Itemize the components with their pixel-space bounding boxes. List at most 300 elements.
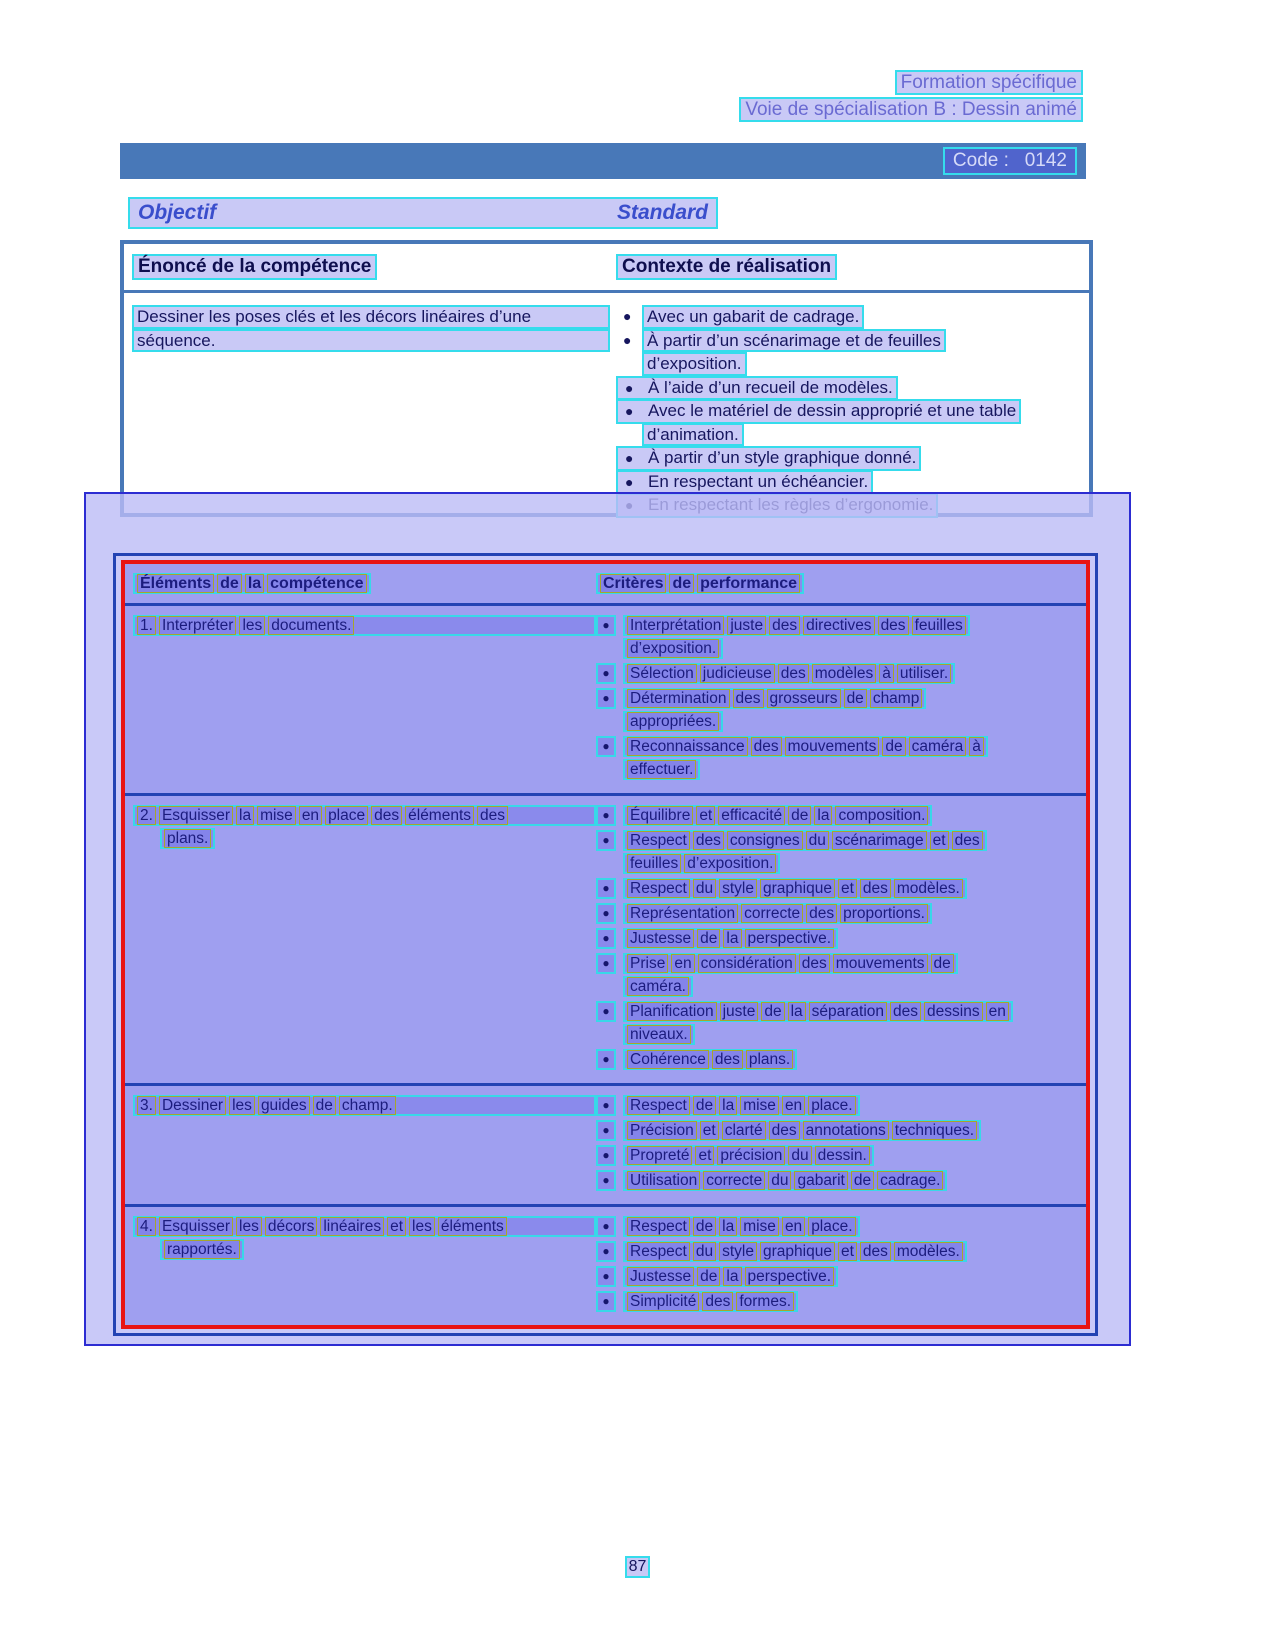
bullet-line — [616, 399, 1085, 423]
word-highlight: modèles. — [894, 1242, 963, 1261]
word-highlight: de — [313, 1096, 336, 1115]
text-line-highlight — [160, 828, 215, 849]
criteria-item — [596, 830, 1080, 876]
criteria-line — [623, 976, 1080, 999]
criteria-line — [596, 953, 1080, 976]
bullet-marker: ● — [625, 450, 634, 466]
word-highlight: des — [733, 689, 764, 708]
word-highlight: la — [723, 929, 741, 948]
document-header — [739, 70, 1083, 124]
element-line — [160, 828, 596, 851]
word-highlight: Sélection — [627, 664, 697, 683]
bullet-marker: ● — [596, 688, 616, 709]
bullet-line — [642, 423, 1085, 447]
criteria-line — [596, 1001, 1080, 1024]
criteria-cell — [596, 1095, 1080, 1195]
table-row — [125, 603, 1086, 793]
criteria-line — [596, 1241, 1080, 1264]
word-highlight: et — [695, 1146, 714, 1165]
criteria-line — [596, 903, 1080, 926]
bullet-marker: ● — [596, 1120, 616, 1141]
word-highlight: Cohérence — [627, 1050, 709, 1069]
word-highlight: utiliser. — [897, 664, 951, 683]
bullet-marker: ● — [596, 1241, 616, 1262]
enonce-header: Énoncé de la compétence — [132, 254, 377, 280]
word-highlight: et — [930, 831, 949, 850]
criteria-line — [596, 688, 1080, 711]
text-line-highlight: d’exposition. — [642, 352, 747, 376]
text-line-highlight — [623, 878, 967, 899]
word-highlight: Esquisser — [159, 806, 233, 825]
word-highlight: graphique — [760, 879, 835, 898]
word-highlight: en — [671, 954, 694, 973]
word-highlight: des — [769, 1121, 800, 1140]
word-highlight: formes. — [736, 1292, 794, 1311]
word-highlight: à — [969, 737, 984, 756]
text-line-highlight — [133, 1095, 596, 1116]
criteria-line — [623, 853, 1080, 876]
criteria-line — [596, 1170, 1080, 1193]
word-highlight: scénarimage — [832, 831, 927, 850]
text-line-highlight — [623, 711, 723, 732]
elements-criteres-table — [113, 553, 1098, 1336]
text-line-highlight — [623, 615, 970, 636]
word-highlight: des — [712, 1050, 743, 1069]
word-highlight: Reconnaissance — [627, 737, 748, 756]
text-line-highlight — [160, 1239, 244, 1260]
word-highlight: 3. — [137, 1096, 156, 1115]
element-cell — [131, 615, 596, 784]
word-highlight: des — [702, 1292, 733, 1311]
table-row — [125, 1083, 1086, 1204]
word-highlight: la — [719, 1096, 737, 1115]
text-line-highlight — [623, 638, 723, 659]
text-line-highlight — [133, 573, 371, 594]
word-highlight: de — [697, 1267, 720, 1286]
bullet-marker: ● — [596, 830, 616, 851]
word-highlight: grosseurs — [767, 689, 841, 708]
text-line-highlight — [623, 1170, 947, 1191]
word-highlight: en — [782, 1096, 805, 1115]
element-cell — [131, 1216, 596, 1316]
text-line-highlight: ● À l’aide d’un recueil de modèles. — [616, 376, 898, 401]
text-line-highlight — [623, 1001, 1013, 1022]
criteria-item — [596, 878, 1080, 901]
word-highlight: des — [860, 1242, 891, 1261]
word-highlight: plans. — [746, 1050, 793, 1069]
word-highlight: feuilles — [627, 854, 681, 873]
text-line-highlight — [623, 759, 700, 780]
word-highlight: Respect — [627, 1242, 690, 1261]
criteria-cell — [596, 1216, 1080, 1316]
text-line-highlight — [623, 928, 838, 949]
word-highlight: effectuer. — [627, 760, 696, 779]
text-line-highlight: séquence. — [132, 329, 610, 353]
criteria-line — [596, 830, 1080, 853]
text-line-highlight — [623, 1120, 981, 1141]
word-highlight: des — [769, 616, 800, 635]
word-highlight: caméra. — [627, 977, 689, 996]
word-highlight: Interpréter — [159, 616, 237, 635]
criteria-line — [596, 1266, 1080, 1289]
word-highlight: juste — [720, 1002, 759, 1021]
word-highlight: compétence — [267, 574, 366, 593]
header-line-formation: Formation spécifique — [895, 70, 1083, 95]
competence-table-header — [124, 244, 1089, 293]
word-highlight: à — [879, 664, 894, 683]
criteria-line — [596, 1216, 1080, 1239]
criteria-item — [596, 1049, 1080, 1072]
text-line-highlight: ● Avec le matériel de dessin approprié et une table — [616, 399, 1021, 424]
word-highlight: caméra — [909, 737, 967, 756]
word-highlight: la — [245, 574, 264, 593]
bullet-line — [616, 446, 1085, 470]
word-highlight: la — [788, 1002, 806, 1021]
contexte-cell — [616, 305, 1089, 517]
word-highlight: des — [860, 879, 891, 898]
element-line — [133, 805, 596, 828]
page-number: 87 — [625, 1556, 651, 1578]
word-highlight: Simplicité — [627, 1292, 699, 1311]
word-highlight: mise — [740, 1096, 779, 1115]
word-highlight: techniques. — [892, 1121, 977, 1140]
criteria-item — [596, 663, 1080, 686]
word-highlight: mouvements — [833, 954, 928, 973]
table-row — [125, 1204, 1086, 1325]
word-highlight: des — [878, 616, 909, 635]
header-line-voie: Voie de spécialisation B : Dessin animé — [739, 97, 1083, 122]
criteria-line — [596, 615, 1080, 638]
criteria-line — [596, 736, 1080, 759]
word-highlight: Interprétation — [627, 616, 724, 635]
text-line-highlight — [623, 976, 693, 997]
word-highlight: Respect — [627, 831, 690, 850]
word-highlight: Justesse — [627, 1267, 694, 1286]
word-highlight: mouvements — [785, 737, 880, 756]
word-highlight: en — [299, 806, 322, 825]
text-line-highlight — [623, 688, 926, 709]
word-highlight: de — [931, 954, 954, 973]
text-line-highlight — [133, 1216, 596, 1237]
text-line-highlight — [623, 903, 932, 924]
criteria-item — [596, 805, 1080, 828]
word-highlight: plans. — [164, 829, 211, 848]
text-line-highlight — [623, 1095, 860, 1116]
word-highlight: feuilles — [912, 616, 966, 635]
word-highlight: d’exposition. — [684, 854, 776, 873]
element-cell — [131, 805, 596, 1074]
word-highlight: graphique — [760, 1242, 835, 1261]
word-highlight: dessins — [924, 1002, 983, 1021]
word-highlight: de — [697, 929, 720, 948]
text-line-highlight — [623, 1266, 838, 1287]
criteria-item — [596, 1216, 1080, 1239]
bullet-marker: ● — [596, 1049, 616, 1070]
word-highlight: place. — [808, 1096, 855, 1115]
word-highlight: la — [723, 1267, 741, 1286]
word-highlight: composition. — [835, 806, 928, 825]
objectif-heading: Objectif — [138, 201, 217, 224]
bullet-marker: ● — [596, 1170, 616, 1191]
criteria-line — [596, 805, 1080, 828]
word-highlight: 2. — [137, 806, 156, 825]
bullet-marker: ● — [596, 928, 616, 949]
text-line-highlight — [596, 573, 804, 594]
text-line-highlight — [623, 853, 780, 874]
word-highlight: rapportés. — [164, 1240, 240, 1259]
criteria-line — [623, 638, 1080, 661]
word-highlight: consignes — [727, 831, 803, 850]
criteria-item — [596, 1145, 1080, 1168]
word-highlight: séparation — [809, 1002, 887, 1021]
word-highlight: de — [882, 737, 905, 756]
word-highlight: Planification — [627, 1002, 717, 1021]
word-highlight: considération — [698, 954, 796, 973]
word-highlight: la — [814, 806, 832, 825]
word-highlight: Propreté — [627, 1146, 692, 1165]
text-line-highlight — [623, 1049, 797, 1070]
code-label: Code : 0142 — [943, 147, 1077, 175]
word-highlight: place. — [808, 1217, 855, 1236]
criteria-line — [596, 1120, 1080, 1143]
word-highlight: des — [477, 806, 508, 825]
word-highlight: perspective. — [745, 929, 835, 948]
bullet-marker: ● — [596, 615, 616, 636]
criteria-item — [596, 1266, 1080, 1289]
competence-table — [120, 240, 1093, 517]
text-line-highlight — [623, 1145, 874, 1166]
bullet-marker: ● — [625, 403, 634, 419]
word-highlight: en — [986, 1002, 1009, 1021]
criteria-item — [596, 1120, 1080, 1143]
bullet-line — [616, 376, 1085, 400]
word-highlight: niveaux. — [627, 1025, 691, 1044]
word-highlight: et — [700, 1121, 719, 1140]
criteria-item — [596, 928, 1080, 951]
element-line — [133, 1216, 596, 1239]
word-highlight: champ — [870, 689, 923, 708]
bullet-marker: ● — [596, 805, 616, 826]
word-highlight: la — [236, 806, 254, 825]
elements-header-cell — [131, 573, 596, 594]
word-highlight: efficacité — [718, 806, 785, 825]
bullet-line — [616, 305, 1085, 329]
criteria-line — [596, 1145, 1080, 1168]
contexte-header: Contexte de réalisation — [616, 254, 837, 280]
word-highlight: des — [806, 904, 837, 923]
element-line — [133, 1095, 596, 1118]
word-highlight: Utilisation — [627, 1171, 700, 1190]
word-highlight: de — [217, 574, 242, 593]
code-bar — [120, 143, 1086, 179]
word-highlight: Esquisser — [159, 1217, 233, 1236]
criteria-cell — [596, 615, 1080, 784]
word-highlight: des — [693, 831, 724, 850]
bullet-marker: ● — [596, 1216, 616, 1237]
text-line-highlight — [623, 1216, 860, 1237]
word-highlight: les — [229, 1096, 255, 1115]
word-highlight: place — [325, 806, 368, 825]
word-highlight: la — [719, 1217, 737, 1236]
bullet-marker: ● — [596, 736, 616, 757]
element-cell — [131, 1095, 596, 1195]
word-highlight: judicieuse — [700, 664, 775, 683]
element-line — [160, 1239, 596, 1262]
word-highlight: Critères — [600, 574, 666, 593]
element-line — [133, 615, 596, 638]
word-highlight: de — [693, 1217, 716, 1236]
word-highlight: clarté — [722, 1121, 766, 1140]
criteres-header-cell — [596, 573, 1080, 594]
text-line-highlight — [623, 663, 955, 684]
text-line-highlight — [623, 805, 932, 826]
word-highlight: des — [751, 737, 782, 756]
criteria-item — [596, 1170, 1080, 1193]
word-highlight: des — [778, 664, 809, 683]
word-highlight: en — [782, 1217, 805, 1236]
criteria-item — [596, 1241, 1080, 1264]
word-highlight: et — [387, 1217, 406, 1236]
criteria-cell — [596, 805, 1080, 1074]
word-highlight: 4. — [137, 1217, 156, 1236]
criteria-line — [623, 759, 1080, 782]
word-highlight: de — [669, 574, 694, 593]
bullet-marker: ● — [596, 1145, 616, 1166]
text-line-highlight — [133, 805, 596, 826]
criteria-item — [596, 903, 1080, 926]
bullet-line — [616, 329, 1085, 353]
word-highlight: et — [838, 1242, 857, 1261]
word-highlight: les — [239, 616, 265, 635]
word-highlight: de — [851, 1171, 874, 1190]
bullet-marker: ● — [596, 1291, 616, 1312]
word-highlight: Respect — [627, 1217, 690, 1236]
word-highlight: du — [693, 1242, 716, 1261]
elements-criteres-header — [125, 564, 1086, 603]
bullet-marker: ● — [625, 379, 634, 396]
text-line-highlight: À partir d’un scénarimage et de feuilles — [642, 329, 946, 353]
text-line-highlight — [623, 830, 987, 851]
text-line-highlight — [623, 1024, 695, 1045]
word-highlight: correcte — [703, 1171, 765, 1190]
bullet-marker: ● — [596, 1266, 616, 1287]
text-line-highlight: ● En respectant un échéancier. — [616, 470, 873, 495]
criteria-item — [596, 615, 1080, 661]
bullet-marker: ● — [596, 1095, 616, 1116]
criteria-line — [596, 1095, 1080, 1118]
word-highlight: du — [788, 1146, 811, 1165]
word-highlight: les — [409, 1217, 435, 1236]
word-highlight: mise — [257, 806, 296, 825]
word-highlight: du — [693, 879, 716, 898]
word-highlight: des — [952, 831, 983, 850]
elements-criteres-table-frame — [121, 560, 1090, 1329]
criteria-line — [596, 878, 1080, 901]
criteria-item — [596, 953, 1080, 999]
word-highlight: Dessiner — [159, 1096, 226, 1115]
word-highlight: Détermination — [627, 689, 730, 708]
word-highlight: annotations — [803, 1121, 889, 1140]
criteria-item — [596, 1001, 1080, 1047]
word-highlight: Précision — [627, 1121, 697, 1140]
word-highlight: des — [890, 1002, 921, 1021]
word-highlight: Justesse — [627, 929, 694, 948]
word-highlight: directives — [803, 616, 874, 635]
bullet-line — [616, 470, 1085, 494]
word-highlight: 1. — [137, 616, 156, 635]
text-line-highlight — [133, 615, 596, 636]
bullet-marker: ● — [625, 473, 634, 490]
word-highlight: des — [371, 806, 402, 825]
text-line-highlight — [623, 1241, 967, 1262]
text-line-highlight: ● À partir d’un style graphique donné. — [616, 446, 921, 471]
word-highlight: Respect — [627, 879, 690, 898]
section-heading — [128, 197, 718, 229]
bullet-marker: ● — [596, 878, 616, 899]
word-highlight: linéaires — [320, 1217, 384, 1236]
word-highlight: éléments — [405, 806, 474, 825]
word-highlight: perspective. — [745, 1267, 835, 1286]
word-highlight: Prise — [627, 954, 668, 973]
word-highlight: précision — [717, 1146, 785, 1165]
criteria-line — [596, 1049, 1080, 1072]
text-line-highlight — [623, 1291, 798, 1312]
word-highlight: du — [768, 1171, 791, 1190]
bullet-line — [642, 352, 1085, 376]
criteria-item — [596, 1291, 1080, 1314]
word-highlight: et — [696, 806, 715, 825]
table-row — [125, 793, 1086, 1083]
criteria-line — [623, 711, 1080, 734]
bullet-marker: ● — [596, 663, 616, 684]
text-line-highlight — [623, 953, 958, 974]
criteria-line — [623, 1024, 1080, 1047]
word-highlight: gabarit — [794, 1171, 847, 1190]
criteria-line — [596, 1291, 1080, 1314]
word-highlight: éléments — [438, 1217, 507, 1236]
word-highlight: les — [236, 1217, 262, 1236]
word-highlight: modèles — [812, 664, 877, 683]
word-highlight: guides — [258, 1096, 310, 1115]
word-highlight: Équilibre — [627, 806, 693, 825]
word-highlight: style — [719, 879, 757, 898]
word-highlight: mise — [740, 1217, 779, 1236]
word-highlight: Représentation — [627, 904, 738, 923]
criteria-line — [596, 928, 1080, 951]
criteria-line — [596, 663, 1080, 686]
text-line-highlight — [623, 736, 988, 757]
word-highlight: juste — [727, 616, 766, 635]
word-highlight: dessin. — [815, 1146, 870, 1165]
bullet-marker: ● — [596, 903, 616, 924]
word-highlight: style — [719, 1242, 757, 1261]
word-highlight: du — [806, 831, 829, 850]
word-highlight: d’exposition. — [627, 639, 719, 658]
text-line-highlight: Dessiner les poses clés et les décors linéaires d’une — [132, 305, 610, 329]
standard-heading: Standard — [616, 201, 708, 224]
word-highlight: modèles. — [894, 879, 963, 898]
word-highlight: et — [838, 879, 857, 898]
word-highlight: des — [799, 954, 830, 973]
word-highlight: Respect — [627, 1096, 690, 1115]
word-highlight: correcte — [741, 904, 803, 923]
word-highlight: documents. — [268, 616, 354, 635]
word-highlight: appropriées. — [627, 712, 719, 731]
word-highlight: de — [693, 1096, 716, 1115]
bullet-marker: ● — [596, 1001, 616, 1022]
bullet-marker: ● — [623, 331, 632, 348]
word-highlight: performance — [697, 574, 800, 593]
